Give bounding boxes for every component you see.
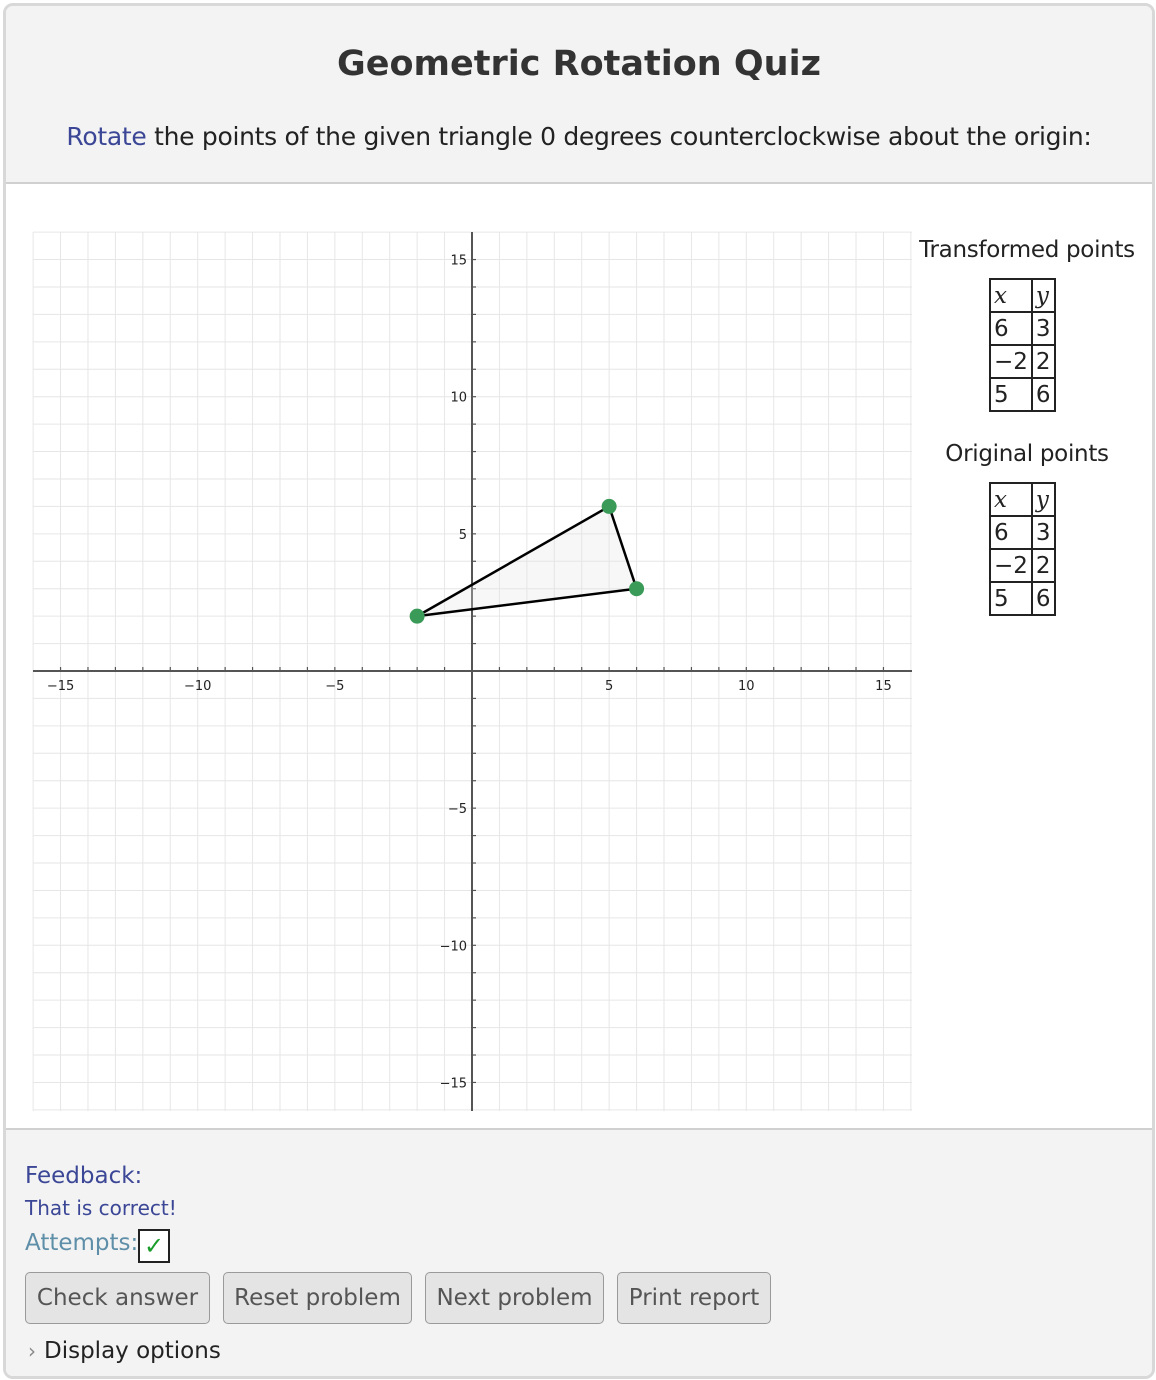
table-row bbox=[990, 549, 1055, 582]
chevron-right-icon: › bbox=[28, 1339, 36, 1363]
y-tick-label: −10 bbox=[439, 939, 467, 955]
transformed-cell[interactable]: 2 bbox=[1032, 345, 1055, 378]
quiz-footer bbox=[6, 1128, 1152, 1379]
transformed-points-caption: Transformed points bbox=[919, 237, 1135, 263]
y-tick-label: 15 bbox=[450, 253, 467, 269]
check-answer-button[interactable]: Check answer bbox=[25, 1272, 210, 1324]
quiz-panel bbox=[3, 3, 1155, 1379]
attempts-label: Attempts: bbox=[25, 1230, 139, 1256]
table-row bbox=[990, 378, 1055, 411]
transformed-header-y: y bbox=[1032, 279, 1055, 312]
display-options-label: Display options bbox=[44, 1338, 221, 1364]
triangle-vertex-point[interactable] bbox=[410, 609, 425, 624]
x-tick-label: 15 bbox=[875, 679, 892, 694]
y-tick-label: −5 bbox=[447, 802, 467, 818]
original-points-table bbox=[989, 482, 1056, 616]
transformed-header-x: x bbox=[990, 279, 1032, 312]
y-tick-label: −15 bbox=[439, 1076, 467, 1092]
print-report-button[interactable]: Print report bbox=[617, 1272, 771, 1324]
coordinate-graph[interactable] bbox=[6, 6, 1152, 1128]
original-cell: −2 bbox=[990, 549, 1032, 582]
original-points-caption: Original points bbox=[945, 441, 1109, 467]
x-tick-label: −5 bbox=[325, 679, 345, 694]
x-tick-label: −15 bbox=[46, 679, 75, 694]
table-row bbox=[990, 312, 1055, 345]
triangle-vertex-point[interactable] bbox=[602, 499, 617, 514]
y-tick-label: 10 bbox=[450, 390, 467, 406]
x-tick-label: 5 bbox=[605, 679, 614, 694]
prompt-text: the points of the given triangle 0 degrees counterclockwise about the origin: bbox=[146, 122, 1092, 151]
transformed-cell[interactable]: 6 bbox=[990, 312, 1032, 345]
transformed-cell[interactable]: 3 bbox=[1032, 312, 1055, 345]
original-cell: 5 bbox=[990, 582, 1032, 615]
original-cell: 2 bbox=[1032, 549, 1055, 582]
original-header-y: y bbox=[1032, 483, 1055, 516]
page-title: Geometric Rotation Quiz bbox=[337, 44, 821, 84]
transformed-points-table bbox=[989, 278, 1056, 412]
original-cell: 3 bbox=[1032, 516, 1055, 549]
prompt-verb: Rotate bbox=[66, 122, 147, 151]
table-row bbox=[990, 516, 1055, 549]
feedback-label: Feedback: bbox=[25, 1163, 143, 1189]
feedback-text: That is correct! bbox=[25, 1196, 177, 1220]
display-options-toggle[interactable] bbox=[28, 1338, 221, 1364]
y-tick-label: 5 bbox=[458, 527, 467, 543]
original-cell: 6 bbox=[990, 516, 1032, 549]
x-tick-label: −10 bbox=[183, 679, 212, 694]
table-row bbox=[990, 582, 1055, 615]
x-tick-label: 10 bbox=[738, 679, 755, 694]
transformed-cell[interactable]: 6 bbox=[1032, 378, 1055, 411]
original-cell: 6 bbox=[1032, 582, 1055, 615]
original-header-x: x bbox=[990, 483, 1032, 516]
reset-problem-button[interactable]: Reset problem bbox=[223, 1272, 412, 1324]
next-problem-button[interactable]: Next problem bbox=[425, 1272, 604, 1324]
transformed-cell[interactable]: 5 bbox=[990, 378, 1032, 411]
triangle-vertex-point[interactable] bbox=[629, 581, 644, 596]
attempt-check-mark: ✓ bbox=[138, 1229, 170, 1263]
table-row bbox=[990, 345, 1055, 378]
transformed-cell[interactable]: −2 bbox=[990, 345, 1032, 378]
